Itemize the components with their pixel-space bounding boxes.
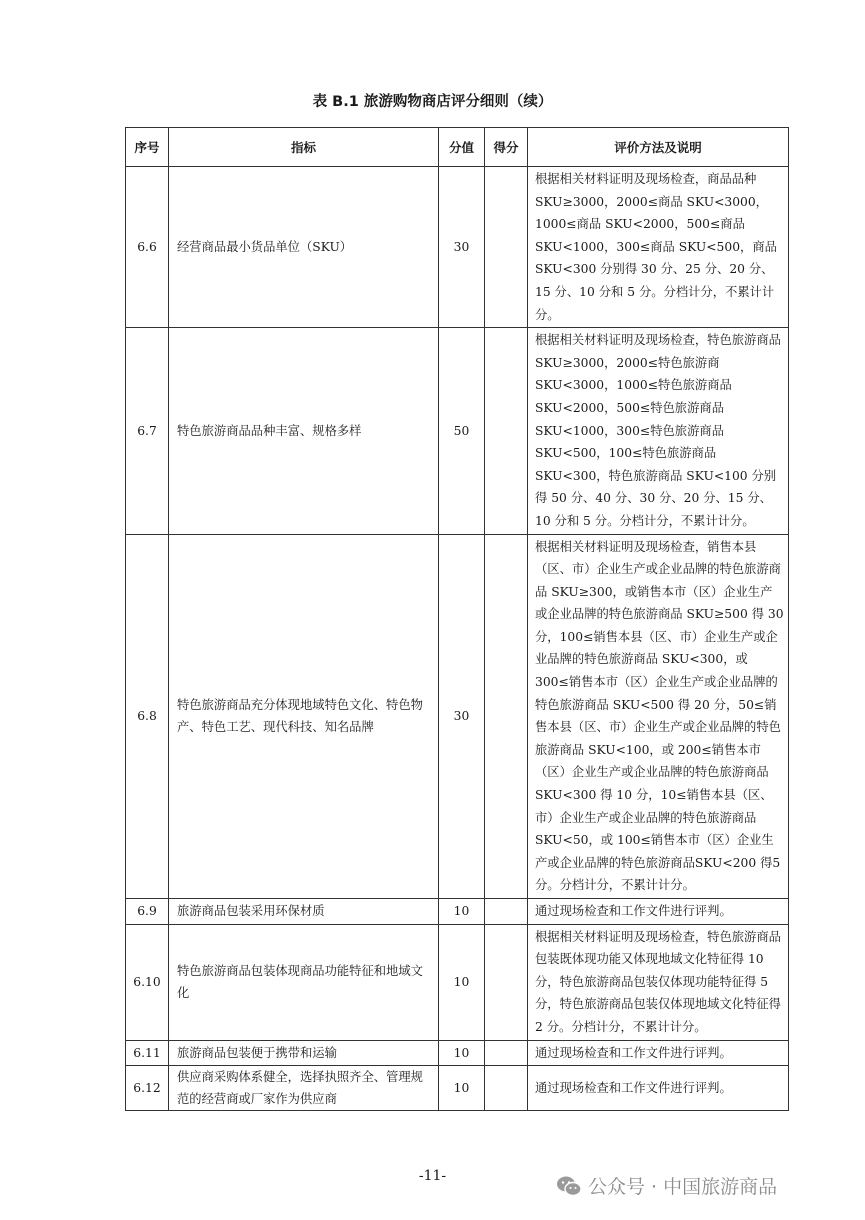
row-no: 6.8 <box>126 534 169 899</box>
row-got <box>485 1066 528 1111</box>
row-no: 6.9 <box>126 899 169 925</box>
row-got <box>485 899 528 925</box>
row-no: 6.6 <box>126 167 169 328</box>
row-score: 10 <box>439 924 485 1040</box>
row-no: 6.12 <box>126 1066 169 1111</box>
row-no: 6.7 <box>126 328 169 534</box>
watermark <box>556 1172 777 1199</box>
row-got <box>485 167 528 328</box>
table-row <box>126 899 789 925</box>
row-no: 6.11 <box>126 1040 169 1066</box>
table-row <box>126 1066 789 1111</box>
row-indicator: 特色旅游商品包装体现商品功能特征和地域文化 <box>169 924 439 1040</box>
row-score: 10 <box>439 1066 485 1111</box>
page-number: -11- <box>418 1168 447 1184</box>
row-indicator: 供应商采购体系健全，选择执照齐全、管理规范的经营商或厂家作为供应商 <box>169 1066 439 1111</box>
row-indicator: 旅游商品包装便于携带和运输 <box>169 1040 439 1066</box>
header-row <box>126 128 789 167</box>
table-row <box>126 924 789 1040</box>
table-row <box>126 167 789 328</box>
wechat-icon <box>556 1174 582 1198</box>
watermark-text: 公众号 · 中国旅游商品 <box>588 1176 778 1198</box>
row-no: 6.10 <box>126 924 169 1040</box>
table-row <box>126 328 789 534</box>
header-no: 序号 <box>126 128 169 167</box>
row-method: 根据相关材料证明及现场检查，特色旅游商品包装既体现功能又体现地域文化特征得 10 分，特色旅游商品包装仅体现功能特征得 5 分，特色旅游商品包装仅体现地域文化特征得 2 分。分档计分，不累计计分。 <box>528 924 789 1040</box>
row-indicator: 特色旅游商品充分体现地域特色文化、特色物产、特色工艺、现代科技、知名品牌 <box>169 534 439 899</box>
scoring-table <box>125 127 789 1111</box>
row-method: 通过现场检查和工作文件进行评判。 <box>528 1066 789 1111</box>
row-score: 30 <box>439 167 485 328</box>
row-score: 30 <box>439 534 485 899</box>
row-got <box>485 328 528 534</box>
header-score: 分值 <box>439 128 485 167</box>
row-indicator: 旅游商品包装采用环保材质 <box>169 899 439 925</box>
row-method: 根据相关材料证明及现场检查，商品品种SKU≥3000，2000≤商品 SKU<3000，1000≤商品 SKU<2000，500≤商品 SKU<1000，300≤商品 SKU<500，商品 SKU<300 分别得 30 分、25 分、20 分、15 分、10 分和 5 分。分档计分，不累计计分。 <box>528 167 789 328</box>
row-indicator: 经营商品最小货品单位（SKU） <box>169 167 439 328</box>
row-got <box>485 534 528 899</box>
table-row <box>126 1040 789 1066</box>
row-score: 50 <box>439 328 485 534</box>
row-got <box>485 924 528 1040</box>
row-method: 通过现场检查和工作文件进行评判。 <box>528 1040 789 1066</box>
row-score: 10 <box>439 1040 485 1066</box>
header-method: 评价方法及说明 <box>528 128 789 167</box>
header-indicator: 指标 <box>169 128 439 167</box>
row-method: 通过现场检查和工作文件进行评判。 <box>528 899 789 925</box>
row-method: 根据相关材料证明及现场检查，销售本县（区、市）企业生产或企业品牌的特色旅游商品 SKU≥300，或销售本市（区）企业生产或企业品牌的特色旅游商品 SKU≥500 得 30 分，100≤销售本县（区、市）企业生产或企业品牌的特色旅游商品 SKU<300，或 300≤销售本市（区）企业生产或企业品牌的特色旅游商品 SKU<500 得 20 分，50≤销售本县（区、市）企业生产或企业品牌的特色旅游商品 SKU<100，或 200≤销售本市（区）企业生产或企业品牌的特色旅游商品 SKU<300 得 10 分，10≤销售本县（区、市）企业生产或企业品牌的特色旅游商品 SKU<50，或 100≤销售本市（区）企业生产或企业品牌的特色旅游商品SKU<200 得5分。分档计分，不累计计分。 <box>528 534 789 899</box>
row-got <box>485 1040 528 1066</box>
row-score: 10 <box>439 899 485 925</box>
table-row <box>126 534 789 899</box>
header-got: 得分 <box>485 128 528 167</box>
row-indicator: 特色旅游商品品种丰富、规格多样 <box>169 328 439 534</box>
table-title: 表 B.1 旅游购物商店评分细则（续） <box>312 94 553 110</box>
row-method: 根据相关材料证明及现场检查，特色旅游商品 SKU≥3000，2000≤特色旅游商 SKU<3000，1000≤特色旅游商品 SKU<2000，500≤特色旅游商品 SKU<1000，300≤特色旅游商品SKU<500，100≤特色旅游商品 SKU<300，特色旅游商品 SKU<100 分别得 50 分、40 分、30 分、20 分、15 分、10 分和 5 分。分档计分，不累计计分。 <box>528 328 789 534</box>
